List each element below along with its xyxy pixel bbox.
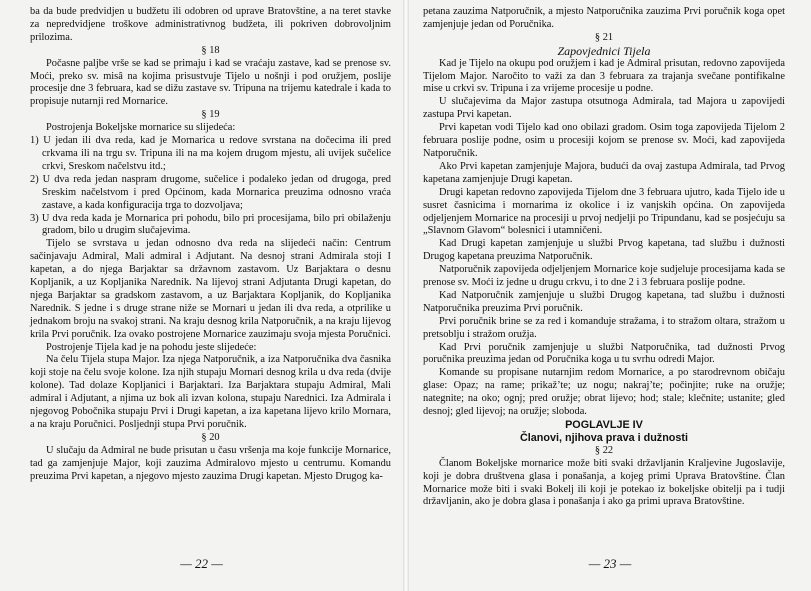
right-opening-paragraph: petana zauzima Natporučnik, a mjesto Natporučnika zauzima Prvi poručnik koga opet zamjenjuje jedan od Poručnika.: [423, 6, 785, 30]
right-page-number: — 23 —: [588, 556, 632, 572]
section-21-para-2: U slučajevima da Major zastupa otsutnoga Admirala, tad Majora u zapovijedi zastupa Prvi kapetan.: [423, 96, 785, 121]
chapter-title: Članovi, njihova prava i dužnosti: [520, 431, 688, 444]
section-19-item-1: 1) U jedan ili dva reda, kad je Mornarica u redove svrstana na dočecima ili pred crkvama ili na trgu sv. Tripuna ili na ma kojem drugom mjestu, ali uvijek sučelice crkvi, Sreskom načelstvu itd.;: [30, 135, 391, 172]
section-19-heading: § 19: [201, 109, 220, 121]
section-19-para-1: Tijelo se svrstava u jedan odnosno dva reda na slijedeći način: Centrum sačinjavaju Admiral, Mali admiral i Adjutant. Na desnoj strani Admirala stoji I kapetan, a do njega Barjaktar sa državnom zastavom. Uz Barjaktara o desnu Kopljanik, a uz Kopljanika Narednik. Na lijevoj strani Adjutanta Drugi kapetan, do njega Barjaktar sa gradskom zastavom, a uz Barjaktara Kopljanik, do Kopljanika Narednik. S jedne i s druge strane niže se Mornari u jedan ili dva reda, a otprilike u jednakom broju na svakoj strani. Na kraju desnog krila Natporučnik, a na kraju lijevog krila Prvi poručnik. Iza ovako postrojene Mornarice zauzimaju svoja mjesta Poručnici.: [30, 238, 391, 340]
left-opening-paragraph: ba da bude predvidjen u budžetu ili odobren od uprave Bratovštine, a na teret stavke za nepredvidjene troškove administrativnog budžeta, ili pokriven dobrovoljnim prilozima.: [30, 6, 391, 43]
section-20-heading: § 20: [201, 431, 220, 443]
section-21-para-7: Natporučnik zapovijeda odjeljenjem Mornarice koje sudjeluje procesijama kada se prenose sv. Moći iz jedne u drugu crkvu, i to dne 2 i 3 februara poslije podne.: [423, 264, 785, 289]
right-page: [409, 0, 811, 591]
section-18-text: Počasne paljbe vrše se kad se primaju i kad se vraćaju zastave, kad se prenose sv. Moći, preko sv. misâ na kojima prisustvuje Tijelo u nošnji i pod oružjem, poslije procesije dne 3 februara, kad se dižu zastave sv. Tripuna na trijemu katedrale i kada to propisuje nutarnji red Mornarice.: [30, 57, 391, 108]
section-19-para-2: Postrojenje Tijela kad je na pohodu jeste slijedeće:: [46, 341, 257, 353]
section-21-para-5: Drugi kapetan redovno zapovijeda Tijelom dne 3 februara ujutro, kada Tijelo ide u susret časnicima i mornarima iz okolice i iz vanjskih općina. On zapovijeda odjeljenjem Mornarice na procesiji u prvoj nedjelji po Tripundanu, kad se posjećuju sa „Slavnom Glavom“ bolesnici i utamničeni.: [423, 186, 785, 237]
section-21-para-9: Prvi poručnik brine se za red i komanduje stražama, i to stražom oltara, stražom u pretsoblju i stražom oružja.: [423, 315, 785, 340]
left-page: [0, 0, 403, 591]
section-20-text: U slučaju da Admiral ne bude prisutan u času vršenja ma koje funkcije Mornarice, tad ga zamjenjuje Major, koji zauzima Admiralovo mjesto u centrumu. Komandu preuzima Prvi kapetan, a njegovo mjesto zauzima Drugi kapetan. Mjesto Drugog ka-: [30, 444, 391, 482]
section-18-heading: § 18: [201, 44, 220, 56]
section-21-para-11: Komande su propisane nutarnjim redom Mornarice, a po starodrevnom običaju glase: Opaz; na rame; prikaž’te; uz nogu; nakraj’te; počinjite; ruke na oružje; nategnite; na oko; ognj; pred oružje; obrat lijevo; hod; stale; klečnite; ustanite; gled desnoj; gled lijevoj; na oružje; sloboda.: [423, 367, 785, 418]
section-19-para-3: Na čelu Tijela stupa Major. Iza njega Natporučnik, a iza Natporučnika dva časnika koji stoje na čelu svoje kolone. Iza njih stupaju Mornari desnog krila u dva reda (dvije kolone). Tad dolaze Kopljanici i Barjaktari. Iza Barjaktara stupaju Admiral, Mali admiral i Adjutant, a njima uz bok ali izvan kolona, stupaju Narednici. Iza Admirala i njegovog Pobočnika stupaju Prvi i Drugi kapetan, a iza kapetana lijevo krilo Mornara, a na kraju Poručnici. Posljednji stupa Prvi poručnik.: [30, 354, 391, 430]
chapter-number: POGLAVLJE IV: [565, 419, 643, 431]
section-21-para-4: Ako Prvi kapetan zamjenjuje Majora, budući da ovaj zastupa Admirala, tad Prvog kapetana zamjenjuje Drugi kapetan.: [423, 160, 785, 185]
section-21-heading: § 21: [594, 31, 614, 43]
section-21-para-3: Prvi kapetan vodi Tijelo kad ono obilazi gradom. Osim toga zapovijeda Tijelom 2 februara poslije podne, osim u procesiji kojom se prenose sv. Moći, kad zapovijeda Natporučnik.: [423, 122, 785, 159]
section-21-para-1: Kad je Tijelo na okupu pod oružjem i kad je Admiral prisutan, redovno zapovijeda Tijelom Major. Naročito to važi za dan 3 februara za trajanja svečane pontifikalne mise u crkvi sv. Tripuna i za vrijeme procesije u podne.: [423, 57, 785, 95]
left-page-number: — 22 —: [180, 556, 223, 572]
section-21-para-8: Kad Natporučnik zamjenjuje u službi Drugog kapetana, tad službu i dužnosti Natporučnika preuzima Prvi poručnik.: [423, 289, 785, 314]
section-22-text: Članom Bokeljske mornarice može biti svaki državljanin Kraljevine Jugoslavije, koji je dobra društvena glasa i ponašanja, a kojeg primi Uprava Bratovštine. Član Mornarice može biti i svaki Bokelj ili koji je potekao iz bokeljske obitelji pa i tudji državljanin, ako je dobra glasa i ponašanja i ako ga primi uprava Bratovštine.: [423, 457, 785, 508]
section-19-item-3: 3) U dva reda kada je Mornarica pri pohodu, bilo pri procesijama, bilo pri obilaženju gradom, bilo u drugim slučajevima.: [30, 212, 391, 237]
section-19-intro: Postrojenja Bokeljske mornarice su slijedeća:: [46, 122, 236, 134]
section-19-item-2: 2) U dva reda jedan naspram drugome, sučelice i podaleko jedan od drugoga, pred Sreskim načelstvom i pred Općinom, kada Mornarica preuzima odnosno vraća zastave, a kada konfiguracija trga to dozvoljava;: [30, 173, 391, 211]
section-21-para-10: Kad Prvi poručnik zamjenjuje u službi Natporučnika, tad dužnosti Prvog poručnika preuzima jedan od Poručnika koga u tu svrhu odredi Major.: [423, 341, 785, 366]
section-21-subtitle: Zapovjednici Tijela: [557, 43, 651, 58]
section-21-para-6: Kad Drugi kapetan zamjenjuje u službi Prvog kapetana, tad službu i dužnosti Drugog kapetana preuzima Natporučnik.: [423, 238, 785, 263]
section-22-heading: § 22: [594, 444, 614, 456]
